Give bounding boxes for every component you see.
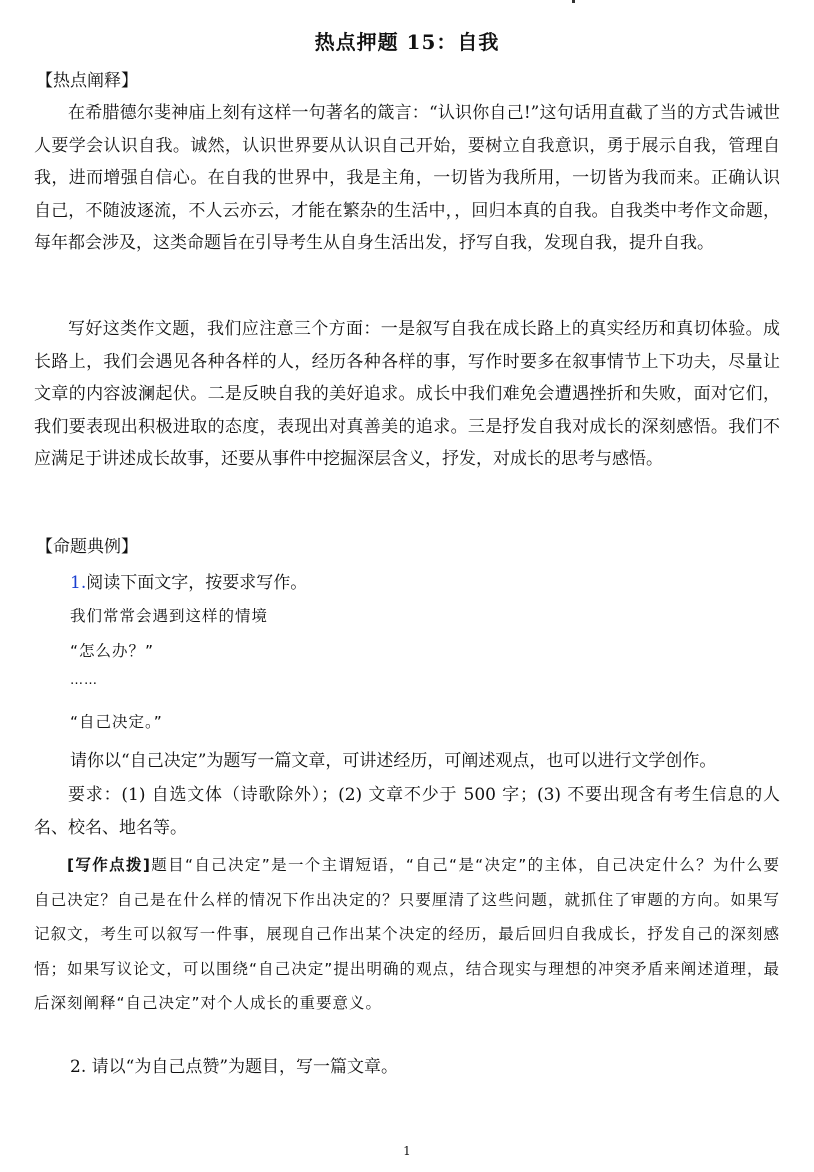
question-2: 2. 请以“为自己点赞”为题目，写一篇文章。: [70, 1057, 399, 1077]
writing-tips-label: [写作点拨]: [67, 856, 151, 874]
corner-mark: [572, 0, 575, 3]
material-ellipsis: ……: [70, 673, 98, 688]
question-1: [70, 568, 307, 593]
page-title: 热点押题 15：自我: [314, 30, 500, 54]
question-1-text: 阅读下面文字，按要求写作。: [86, 573, 308, 593]
material-line-1: 我们常常会遇到这样的情境: [70, 607, 269, 625]
writing-tips-text: 题目“自己决定”是一个主谓短语，“自己“是“决定”的主体，自己决定什么？为什么要自己决定？自己是在什么样的情况下作出决定的？只要厘清了这些问题，就抓住了审题的方向。如果写记叙文，考生可以叙写一件事，展现自己作出某个决定的经历，最后回归自我成长，抒发自己的深刻感悟；如果写议论文，可以围绕“自己决定”提出明确的观点，结合现实与理想的冲突矛盾来阐述道理，最后深刻阐释“自己决定”对个人成长的重要意义。: [34, 856, 780, 1012]
writing-requirements: 要求：(1) 自选文体（诗歌除外）；(2) 文章不少于 500 字；(3) 不要出现含有考生信息的人名、校名、地名等。: [34, 785, 780, 838]
section-heading-examples: 【命题典例】: [36, 537, 138, 557]
question-1-number: 1.: [70, 573, 87, 593]
page-number: 1: [403, 1144, 411, 1158]
section-heading-hotspot: 【热点阐释】: [36, 71, 138, 91]
material-line-4: “自己决定。”: [70, 713, 163, 731]
hotspot-paragraph-2: 写好这类作文题，我们应注意三个方面：一是叙写自我在成长路上的真实经历和真切体验。成长路上，我们会遇见各种各样的人，经历各种各样的事，写作时要多在叙事情节上下功夫，尽量让文章的内容波澜起伏。二是反映自我的美好追求。成长中我们难免会遭遇挫折和失败，面对它们，我们要表现出积极进取的态度，表现出对真善美的追求。三是抒发自我对成长的深刻感悟。我们不应满足于讲述成长故事，还要从事件中挖掘深层含义，抒发，对成长的思考与感悟。: [34, 319, 780, 469]
hotspot-paragraph-1: 在希腊德尔斐神庙上刻有这样一句著名的箴言：“认识你自己!”这句话用直截了当的方式告诫世人要学会认识自我。诚然，认识世界要从认识自己开始，要树立自我意识，勇于展示自我，管理自我，进而增强自信心。在自我的世界中，我是主角，一切皆为我所用，一切皆为我而来。正确认识自己，不随波逐流，不人云亦云，才能在繁杂的生活中，，回归本真的自我。自我类中考作文命题，每年都会涉及，这类命题旨在引导考生从自身生活出发，抒写自我，发现自我，提升自我。: [34, 103, 780, 253]
writing-instruction: 请你以“自己决定”为题写一篇文章，可讲述经历，可阐述观点，也可以进行文学创作。: [70, 751, 717, 771]
material-line-2: “怎么办？”: [70, 642, 155, 660]
writing-tips: [34, 848, 780, 1021]
